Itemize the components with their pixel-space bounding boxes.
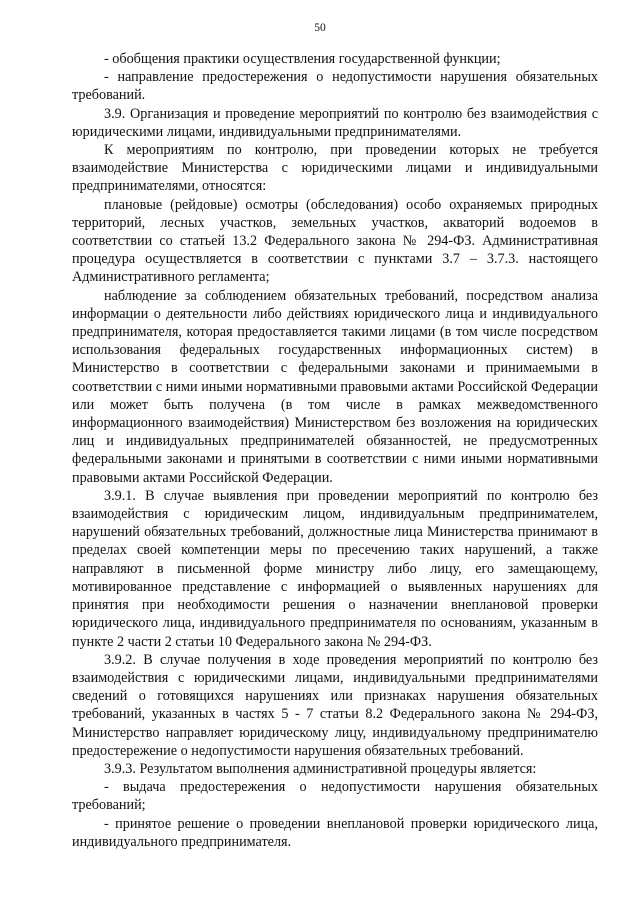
paragraph-compliance-monitoring: наблюдение за соблюдением обязательных требований, посредством анализа информации о деятельности либо действиях юридического лица и индивидуального предпринимателя, которая предоставляется такими лицами (в том числе посредством использования федеральных государственных информационных систем) в Министерство в соответствии с федеральными законами и принимаемыми в соответствии с ними иными нормативными правовыми актами Российской Федерации или может быть получена (в том числе в рамках межведомственного информационного взаимодействия) Министерством без возложения на юридических лиц и индивидуальных предпринимателей обязанностей, не предусмотренных федеральными законами и принятыми в соответствии с ними иными нормативными правовыми актами Российской Федерации. bbox=[72, 287, 598, 486]
paragraph-bullet-warning: - направление предостережения о недопустимости нарушения обязательных требований. bbox=[72, 69, 598, 104]
paragraph-section-3-9: 3.9. Организация и проведение мероприятий по контролю без взаимодействия с юридическими лицами, индивидуальными предпринимателями. bbox=[72, 105, 598, 140]
paragraph-section-3-9-2: 3.9.2. В случае получения в ходе проведения мероприятий по контролю без взаимодействия с юридическими лицами, индивидуальными предпринимателями сведений о готовящихся нарушениях или признаках нарушения обязательных требований, указанных в частях 5 - 7 статьи 8.2 Федерального закона № 294-ФЗ, Министерство направляет юридическому лицу, индивидуальному предпринимателю предостережение о недопустимости нарушения обязательных требований. bbox=[72, 651, 598, 759]
paragraph-result-warning: - выдача предостережения о недопустимости нарушения обязательных требований; bbox=[72, 779, 598, 814]
paragraph-section-3-9-1: 3.9.1. В случае выявления при проведении мероприятий по контролю без взаимодействия с юридическим лицом, индивидуальным предпринимателем, нарушений обязательных требований, должностные лица Министерства принимают в пределах своей компетенции меры по пресечению таких нарушений, а также направляют в письменной форме министру либо лицу, его замещающему, мотивированное представление с информацией о выявленных нарушениях для принятия при необходимости решения о назначении внеплановой проверки юридического лица, индивидуального предпринимателя по основаниям, указанным в пункте 2 части 2 статьи 10 Федерального закона № 294-ФЗ. bbox=[72, 487, 598, 650]
paragraph-bullet-generalization: - обобщения практики осуществления государственной функции; bbox=[104, 51, 501, 67]
page-number: 50 bbox=[314, 22, 326, 34]
paragraph-planned-inspections: плановые (рейдовые) осмотры (обследования) особо охраняемых природных территорий, лесных участков, земельных участков, акваторий водоемов в соответствии со статьей 13.2 Федерального закона № 294-ФЗ. Административная процедура осуществляется в соответствии с пунктами 3.7 – 3.7.3. настоящего Административного регламента; bbox=[72, 196, 598, 286]
paragraph-result-unscheduled-check: - принятое решение о проведении внеплановой проверки юридического лица, индивидуального предпринимателя. bbox=[72, 815, 598, 850]
paragraph-control-measures-intro: К мероприятиям по контролю, при проведении которых не требуется взаимодействие Министерства с юридическими лицами и индивидуальными предпринимателями, относятся: bbox=[72, 142, 598, 195]
document-body bbox=[72, 50, 598, 851]
paragraph-section-3-9-3: 3.9.3. Результатом выполнения административной процедуры является: bbox=[104, 760, 537, 777]
